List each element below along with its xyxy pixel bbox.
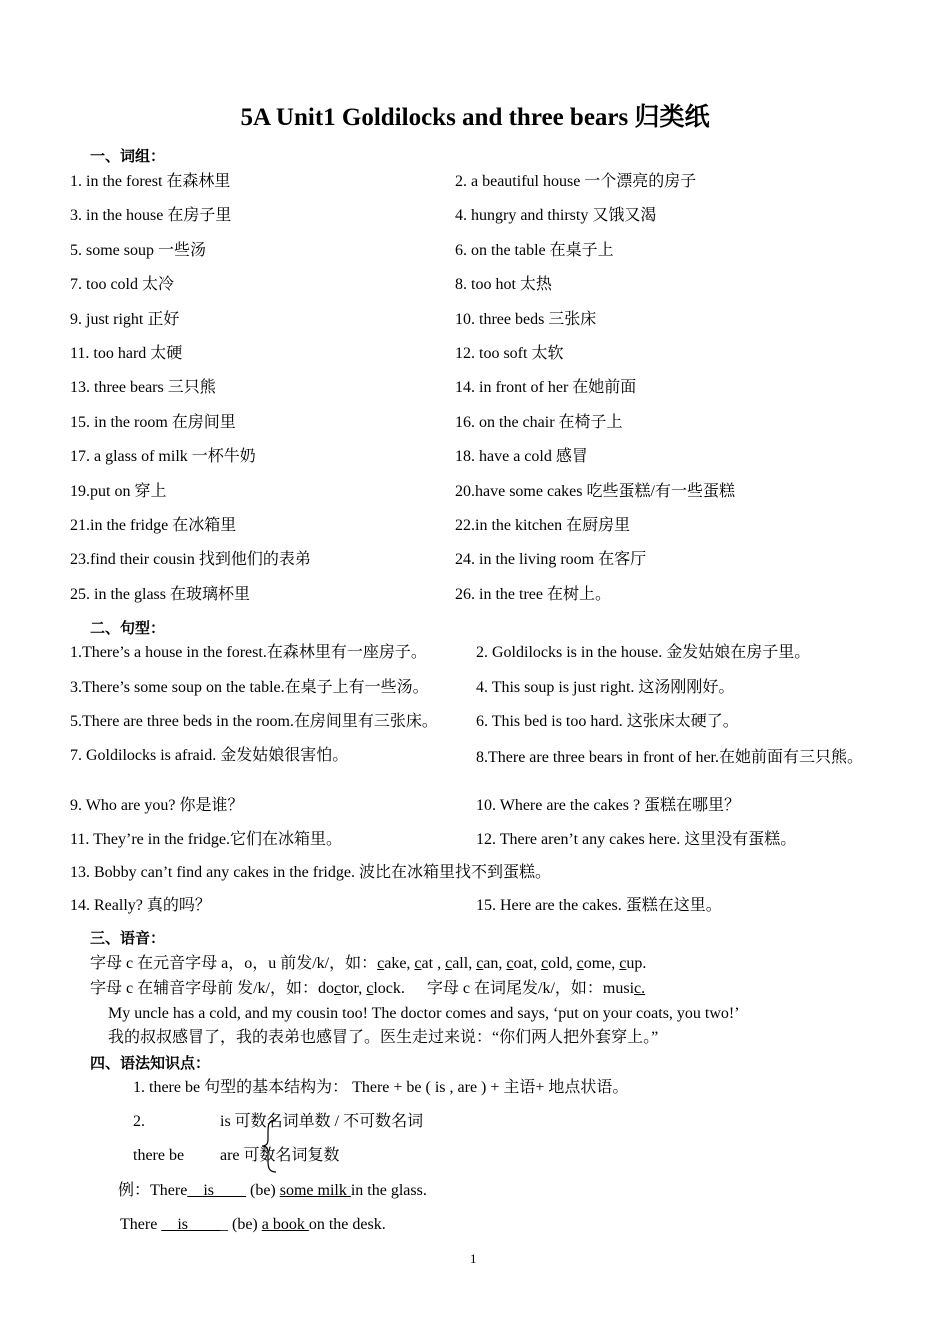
phrase-item: 2. a beautiful house 一个漂亮的房子 (455, 173, 697, 190)
phonics-word-doctor: doctor, (318, 980, 363, 997)
grammar-example-1: 例：There__is____ (be) some milk in the glass. (118, 1182, 427, 1199)
phonics-word: cat (414, 955, 434, 972)
phonics-word: coat (506, 955, 534, 972)
phrase-item: 5. some soup 一些汤 (70, 241, 207, 259)
phonics-word: cup. (619, 955, 647, 972)
grammar-are-usage: are 可数名词复数 (220, 1147, 340, 1164)
phrase-item: 10. three beds 三张床 (455, 310, 597, 328)
sentence-item: 3.There’s some soup on the table.在桌子上有一些汤。 (70, 679, 429, 696)
sentence-item: 2. Goldilocks is in the house. 金发姑娘在房子里。 (476, 644, 811, 661)
document-title: 5A Unit1 Goldilocks and three bears 归类纸 (240, 104, 710, 131)
section-heading-phonics: 三、语音： (90, 931, 166, 947)
phrase-item: 22.in the kitchen 在厨房里 (455, 517, 631, 534)
phrase-item: 6. on the table 在桌子上 (455, 241, 614, 259)
sentence-item: 1.There’s a house in the forest.在森林里有一座房子。 (70, 644, 427, 661)
chant-chinese: 我的叔叔感冒了，我的表弟也感冒了。医生走过来说：“你们两人把外套穿上。” (108, 1029, 659, 1046)
phrase-item: 19.put on 穿上 (70, 482, 167, 500)
phrase-item: 25. in the glass 在玻璃杯里 (70, 585, 250, 603)
sentence-item: 9. Who are you? 你是谁？ (70, 797, 244, 814)
example-subject: some milk (279, 1182, 351, 1199)
page-number: 1 (470, 1251, 477, 1266)
sentence-item: 12. There aren’t any cakes here. 这里没有蛋糕。 (476, 831, 797, 848)
sentence-item: 13. Bobby can’t find any cakes in the fridge. 波比在冰箱里找不到蛋糕。 (70, 864, 551, 881)
phrase-item: 20.have some cakes 吃些蛋糕/有一些蛋糕 (455, 482, 735, 500)
phonics-word: can (476, 955, 499, 972)
phonics-word-music: music. (602, 980, 646, 997)
sentence-item: 5.There are three beds in the room.在房间里有三张床。 (70, 713, 438, 730)
phrase-item: 11. too hard 太硬 (70, 345, 183, 362)
phrase-item: 26. in the tree 在树上。 (455, 585, 611, 603)
phrase-item: 1. in the forest 在森林里 (70, 173, 231, 190)
grammar-there-be: there be (133, 1147, 185, 1164)
phonics-line-consonant (90, 979, 645, 999)
phrase-item: 3. in the house 在房子里 (70, 207, 232, 225)
phonics-word: come (576, 955, 612, 972)
phonics-word: call (445, 955, 469, 972)
phrase-item: 24. in the living room 在客厅 (455, 551, 647, 569)
example-subject: a book (261, 1216, 309, 1233)
section-heading-sentences: 二、句型： (90, 621, 166, 637)
phrase-item: 15. in the room 在房间里 (70, 413, 236, 431)
phrase-item: 16. on the chair 在椅子上 (455, 413, 623, 431)
sentence-item: 8.There are three bears in front of her.在她前面有三只熊。 (476, 749, 863, 766)
sentence-item: 4. This soup is just right. 这汤刚刚好。 (476, 679, 735, 696)
sentence-item: 10. Where are the cakes ? 蛋糕在哪里？ (476, 797, 741, 814)
phonics-rule-text: 字母 c 在词尾发/k/，如： (426, 980, 603, 997)
phonics-word: cold (541, 955, 569, 972)
phrase-item: 13. three bears 三只熊 (70, 379, 216, 397)
phrase-item: 17. a glass of milk 一杯牛奶 (70, 448, 256, 466)
phrase-item: 9. just right 正好 (70, 310, 180, 328)
phonics-word: cake (377, 955, 407, 972)
sentence-item: 7. Goldilocks is afraid. 金发姑娘很害怕。 (70, 747, 349, 764)
fill-blank: __is____ (161, 1216, 220, 1233)
chant-english: My uncle has a cold, and my cousin too! The doctor comes and says, ‘put on your coats, you two!’ (108, 1005, 740, 1022)
sentence-item: 6. This bed is too hard. 这张床太硬了。 (476, 713, 739, 730)
phrase-item: 21.in the fridge 在冰箱里 (70, 517, 237, 534)
phonics-rule-text: 字母 c 在元音字母 a，o，u 前发/k/，如： (90, 955, 378, 972)
phonics-line-vowel (90, 954, 646, 974)
phrase-item: 4. hungry and thirsty 又饿又渴 (455, 207, 657, 225)
phrase-item: 23.find their cousin 找到他们的表弟 (70, 551, 311, 569)
section-heading-grammar: 四、语法知识点： (90, 1056, 211, 1072)
grammar-is-usage: is 可数名词单数 / 不可数名词 (220, 1113, 424, 1130)
phonics-word-clock: clock. (366, 980, 405, 997)
phrase-item: 18. have a cold 感冒 (455, 448, 588, 466)
sentence-item: 14. Really? 真的吗？ (70, 897, 211, 914)
fill-blank: __is____ (187, 1182, 246, 1199)
sentence-item: 11. They’re in the fridge.它们在冰箱里。 (70, 831, 342, 848)
grammar-point-1: 1. there be 句型的基本结构为： There + be ( is , are ) + 主语+ 地点状语。 (133, 1079, 629, 1096)
phonics-rule-text: 字母 c 在辅音字母前 发/k/，如： (90, 980, 318, 997)
sentence-item: 15. Here are the cakes. 蛋糕在这里。 (476, 897, 722, 914)
grammar-point-2-number: 2. (133, 1113, 145, 1130)
grammar-example-2: There __is_____ (be) a book on the desk. (120, 1216, 386, 1233)
phrase-item: 12. too soft 太软 (455, 345, 564, 362)
phrase-item: 8. too hot 太热 (455, 276, 552, 294)
phonics-example-words: cake, cat , call, can, coat, cold, come, cup. (377, 955, 647, 972)
phrase-item: 7. too cold 太冷 (70, 276, 174, 294)
section-heading-phrases: 一、词组： (90, 149, 166, 165)
phrase-item: 14. in front of her 在她前面 (455, 379, 637, 397)
